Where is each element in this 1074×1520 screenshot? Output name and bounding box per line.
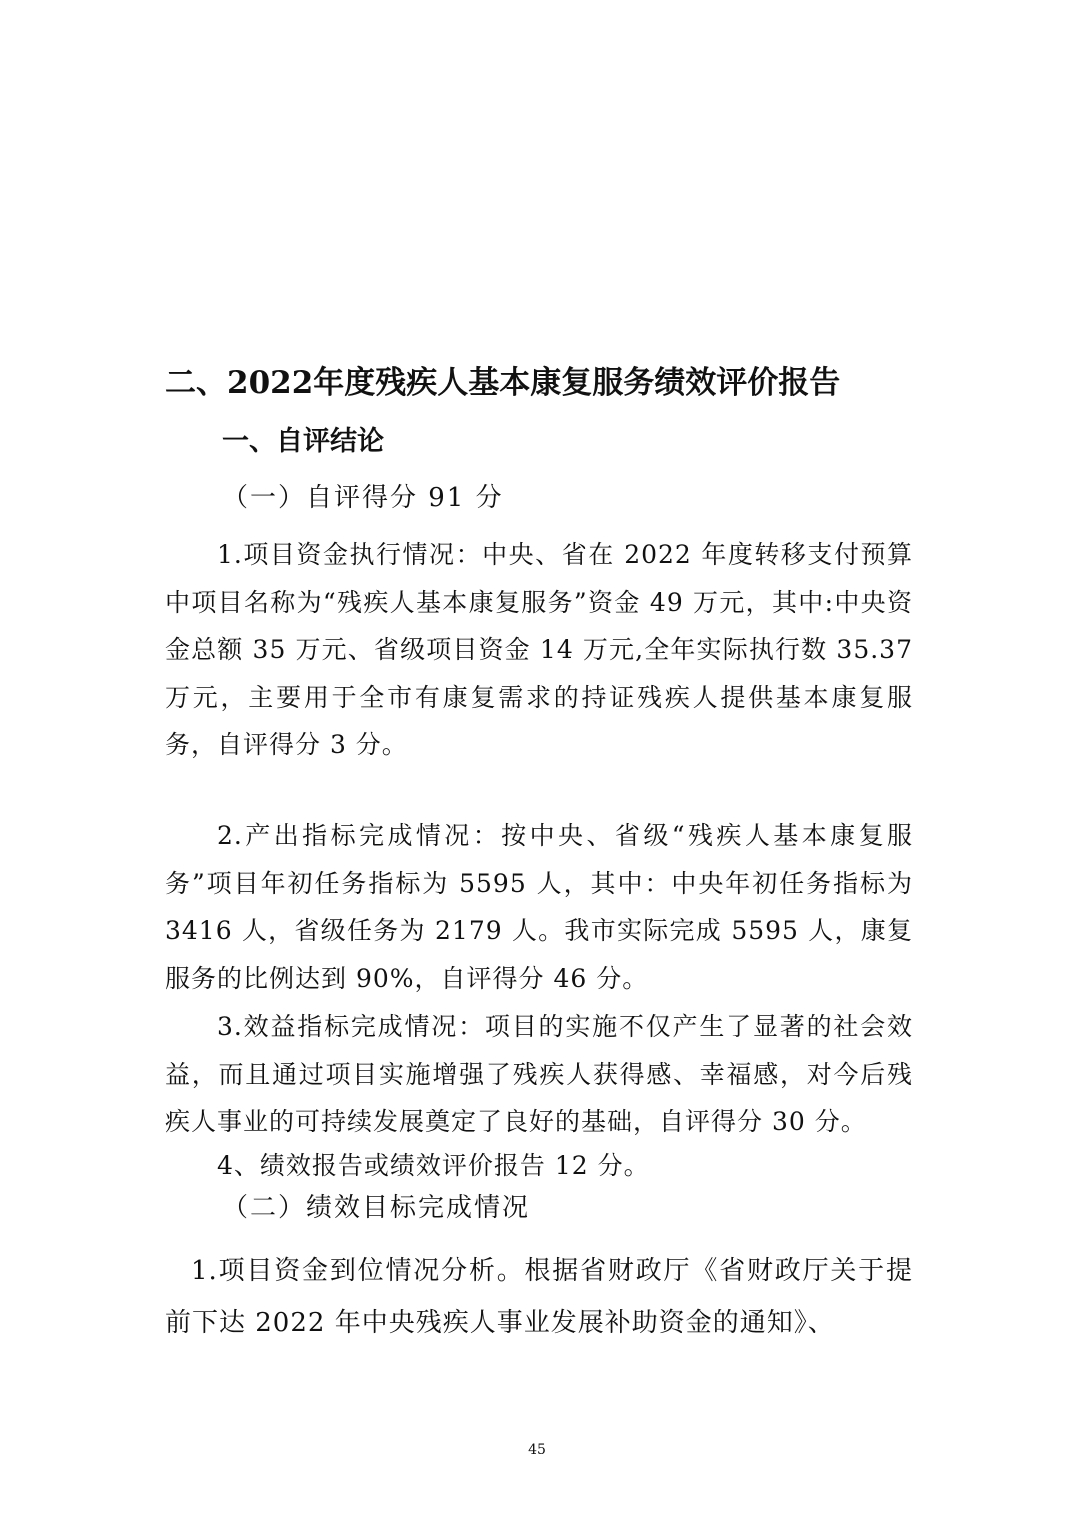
paragraph-benefit-indicators: 3.效益指标完成情况：项目的实施不仅产生了显著的社会效益，而且通过项目实施增强了残疾人获得感、幸福感，对今后残疾人事业的可持续发展奠定了良好的基础，自评得分 30 分。 bbox=[165, 1012, 913, 1137]
report-title: 二、2022年度残疾人基本康复服务绩效评价报告 bbox=[165, 365, 841, 401]
paragraph-fund-execution: 1.项目资金执行情况：中央、省在 2022 年度转移支付预算中项目名称为“残疾人基本康复服务”资金 49 万元，其中:中央资金总额 35 万元、省级项目资金 14 万元,全年实际执行数 35.37 万元，主要用于全市有康复需求的持证残疾人提供基本康复服务，自评得分 3 分。 bbox=[165, 540, 913, 760]
section-heading-conclusion: 一、自评结论 bbox=[222, 426, 384, 457]
paragraph-performance-report: 4、绩效报告或绩效评价报告 12 分。 bbox=[217, 1151, 650, 1180]
subsection-heading-goals: （二）绩效目标完成情况 bbox=[222, 1193, 531, 1223]
page-number: 45 bbox=[528, 1442, 546, 1458]
paragraph-fund-arrival: 1.项目资金到位情况分析。根据省财政厅《省财政厅关于提前下达 2022 年中央残疾人事业发展补助资金的通知》、 bbox=[165, 1256, 913, 1338]
paragraph-output-indicators: 2.产出指标完成情况：按中央、省级“残疾人基本康复服务”项目年初任务指标为 5595 人，其中：中央年初任务指标为 3416 人，省级任务为 2179 人。我市实际完成 5595 人，康复服务的比例达到 90%，自评得分 46 分。 bbox=[165, 821, 913, 993]
subsection-heading-score: （一）自评得分 91 分 bbox=[222, 483, 504, 513]
